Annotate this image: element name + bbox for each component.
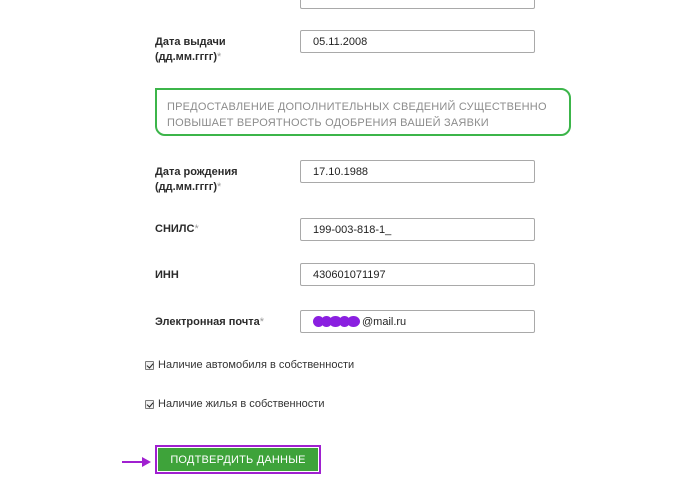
birth-date-label — [155, 165, 238, 195]
inn-input[interactable] — [300, 263, 535, 286]
issue-date-label-text: Дата выдачи — [155, 36, 226, 48]
required-mark: * — [194, 223, 199, 235]
has-housing-label: Наличие жилья в собственности — [158, 398, 325, 410]
issue-date-input[interactable] — [300, 30, 535, 53]
birth-date-format: (дд.мм.гггг) — [155, 181, 218, 193]
email-visible-text: @mail.ru — [362, 315, 407, 328]
confirm-data-button[interactable]: ПОДТВЕРДИТЬ ДАННЫЕ — [158, 448, 318, 471]
has-car-checkbox[interactable] — [145, 361, 154, 370]
snils-label-text: СНИЛС — [155, 223, 195, 235]
issue-date-format: (дд.мм.гггг) — [155, 51, 218, 63]
redaction-scribble — [313, 316, 360, 327]
arrow-right-icon — [120, 455, 152, 469]
has-car-label: Наличие автомобиля в собственности — [158, 359, 355, 371]
has-housing-row[interactable] — [144, 398, 324, 410]
info-notice: ПРЕДОСТАВЛЕНИЕ ДОПОЛНИТЕЛЬНЫХ СВЕДЕНИЙ СУЩЕСТВЕННО ПОВЫШАЕТ ВЕРОЯТНОСТЬ ОДОБРЕНИЯ ВАШЕЙ ЗАЯВКИ — [155, 88, 571, 136]
required-mark: * — [217, 51, 222, 63]
issue-date-label — [155, 35, 226, 65]
email-input[interactable] — [300, 310, 535, 333]
has-housing-checkbox[interactable] — [145, 400, 154, 409]
birth-date-input[interactable] — [300, 160, 535, 183]
required-mark: * — [217, 181, 222, 193]
birth-date-label-text: Дата рождения — [155, 166, 238, 178]
snils-label — [155, 222, 199, 237]
inn-label-text: ИНН — [155, 269, 179, 281]
has-car-row[interactable] — [144, 359, 354, 371]
inn-label — [155, 268, 179, 283]
email-label-text: Электронная почта — [155, 316, 260, 328]
submit-highlight — [155, 445, 321, 474]
snils-input[interactable] — [300, 218, 535, 241]
required-mark: * — [259, 316, 264, 328]
email-label — [155, 315, 264, 330]
previous-field-input[interactable] — [300, 0, 535, 9]
